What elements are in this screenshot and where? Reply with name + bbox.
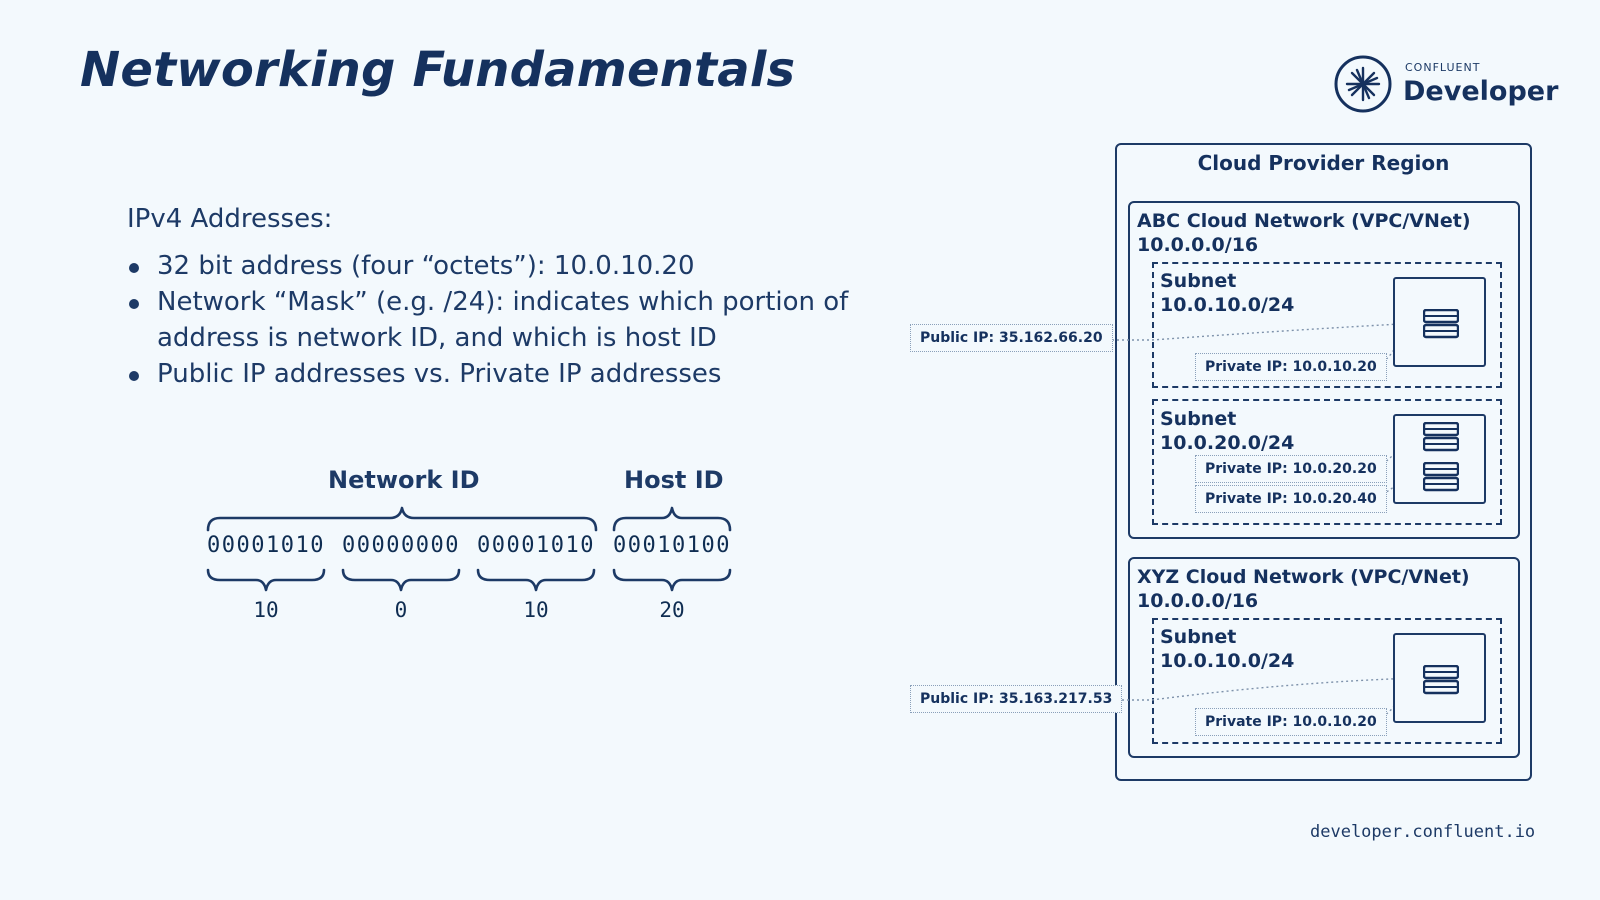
server-icon [1423, 462, 1459, 492]
private-ip-tag: Private IP: 10.0.10.20 [1195, 708, 1387, 736]
server-icon [1423, 309, 1459, 339]
octet-binary-2: 00000000 [342, 533, 460, 558]
xyz-subnet-1-cidr: 10.0.10.0/24 [1160, 650, 1295, 672]
public-ip-tag: Public IP: 35.162.66.20 [910, 324, 1113, 352]
octet-decimal-2: 0 [394, 598, 408, 622]
private-ip-tag: Private IP: 10.0.20.20 [1195, 455, 1387, 483]
private-ip-tag: Private IP: 10.0.10.20 [1195, 353, 1387, 381]
public-ip-tag: Public IP: 35.163.217.53 [910, 685, 1122, 713]
network-id-label: Network ID [328, 466, 480, 494]
abc-network-cidr: 10.0.0.0/16 [1137, 234, 1259, 256]
server-icon [1423, 422, 1459, 452]
private-ip-tag: Private IP: 10.0.20.40 [1195, 485, 1387, 513]
abc-subnet-1-cidr: 10.0.10.0/24 [1160, 294, 1295, 316]
server-node [1393, 277, 1486, 367]
host-id-label: Host ID [624, 466, 724, 494]
xyz-subnet-1-label: Subnet [1160, 626, 1237, 648]
xyz-network-name: XYZ Cloud Network (VPC/VNet) [1137, 566, 1470, 588]
bullet-item: Public IP addresses vs. Private IP addresses [127, 356, 887, 392]
public-ip-link-2 [1097, 678, 1418, 700]
bullet-item: Network “Mask” (e.g. /24): indicates which portion of address is network ID, and which is host ID [127, 284, 887, 356]
abc-network-name: ABC Cloud Network (VPC/VNet) [1137, 210, 1471, 232]
octet-binary-3: 00001010 [477, 533, 595, 558]
abc-subnet-2-label: Subnet [1160, 408, 1237, 430]
section-heading: IPv4 Addresses: [127, 204, 333, 234]
footer-url: developer.confluent.io [1310, 822, 1536, 842]
octet-decimal-3: 10 [523, 598, 549, 622]
logo-subtitle: CONFLUENT [1405, 61, 1481, 74]
cloud-region-label: Cloud Provider Region [1197, 151, 1450, 175]
abc-subnet-1-label: Subnet [1160, 270, 1237, 292]
bullet-item: 32 bit address (four “octets”): 10.0.10.20 [127, 248, 887, 284]
xyz-network-cidr: 10.0.0.0/16 [1137, 590, 1259, 612]
octet-decimal-1: 10 [253, 598, 279, 622]
abc-subnet-2-cidr: 10.0.20.0/24 [1160, 432, 1295, 454]
server-icon [1423, 665, 1459, 695]
server-node-group [1393, 414, 1486, 504]
server-node [1393, 633, 1486, 723]
logo-title: Developer [1403, 76, 1559, 107]
octet-decimal-4: 20 [659, 598, 685, 622]
public-ip-link-1 [1097, 323, 1418, 340]
octet-binary-1: 00001010 [207, 533, 325, 558]
page-title: Networking Fundamentals [80, 42, 796, 98]
octet-binary-4: 00010100 [613, 533, 731, 558]
